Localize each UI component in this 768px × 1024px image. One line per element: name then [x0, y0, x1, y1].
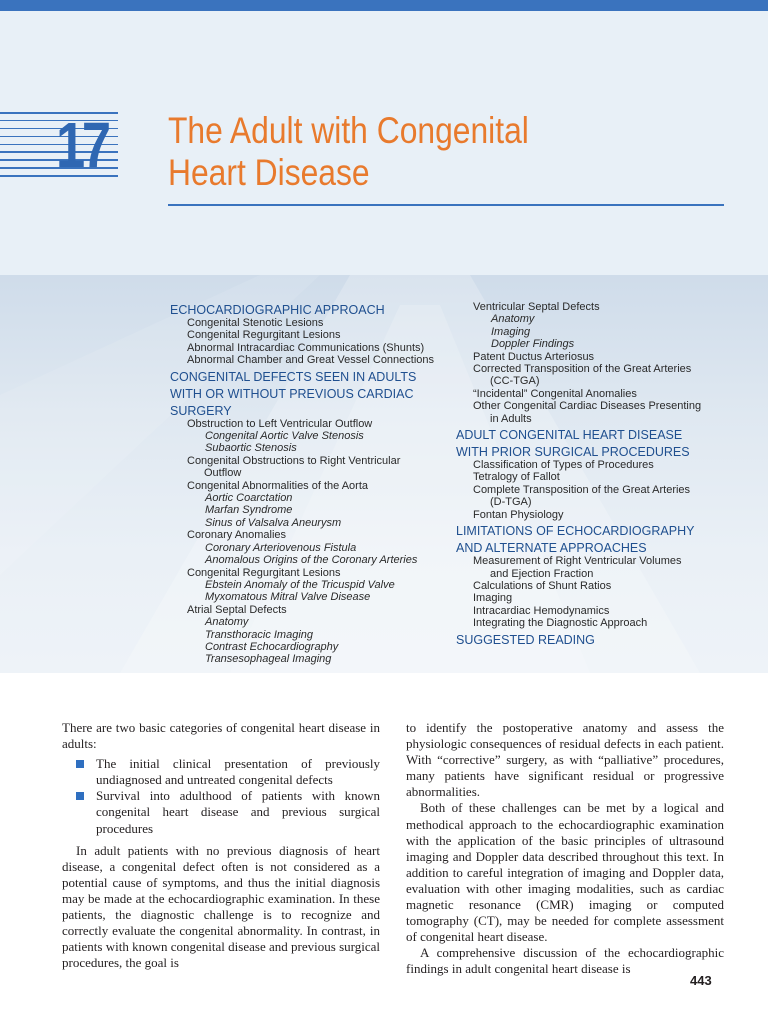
outline-item: Other Congenital Cardiac Diseases Presenting — [473, 400, 702, 413]
chapter-title-line-1: The Adult with Congenital — [168, 110, 529, 151]
outline-item: Atrial Septal Defects — [187, 603, 287, 616]
outline-item: Complete Transposition of the Great Arteries — [473, 483, 691, 496]
outline-heading: AND ALTERNATE APPROACHES — [456, 541, 647, 556]
title-underline-rule — [168, 204, 724, 206]
outline-item: Outflow — [204, 467, 242, 480]
bullet-list — [62, 756, 380, 836]
outline-item: in Adults — [490, 412, 532, 425]
outline-item: Congenital Regurgitant Lesions — [187, 329, 341, 342]
outline-subitem: Anatomy — [491, 313, 535, 326]
outline-heading: WITH OR WITHOUT PREVIOUS CARDIAC — [170, 386, 414, 401]
outline-item: Congenital Regurgitant Lesions — [187, 566, 341, 579]
outline-item: Fontan Physiology — [473, 508, 564, 521]
bullet-text: Survival into adulthood of patients with known congenital heart disease and previous surgical procedures — [96, 788, 380, 836]
outline-heading: WITH PRIOR SURGICAL PROCEDURES — [456, 445, 690, 460]
outline-item: Patent Ductus Arteriosus — [473, 350, 595, 363]
body-paragraph-2: Both of these challenges can be met by a logical and methodical approach to the echocardiographic examination with the application of the basic principles of ultrasound imaging and Doppler data described throughout this text. In addition to careful integration of imaging and Doppler data, evaluation with other imaging modalities, such as cardiac magnetic resonance (CMR) imaging or computed tomography (CT), may be needed for complete assessment of congenital heart disease. — [406, 800, 724, 945]
outline-heading: ADULT CONGENITAL HEART DISEASE — [456, 428, 683, 443]
outline-item: (CC-TGA) — [490, 375, 540, 388]
outline-subitem: Subaortic Stenosis — [205, 442, 297, 455]
outline-item: Imaging — [473, 592, 513, 605]
outline-item: “Incidental” Congenital Anomalies — [473, 387, 637, 400]
bullet-square-icon — [76, 760, 84, 768]
outline-subitem: Myxomatous Mitral Valve Disease — [205, 591, 371, 604]
outline-column-right — [456, 301, 756, 647]
outline-subitem: Aortic Coarctation — [205, 492, 293, 505]
outline-item: Ventricular Septal Defects — [473, 301, 600, 313]
outline-item: Integrating the Diagnostic Approach — [473, 617, 648, 630]
outline-heading: SUGGESTED READING — [456, 632, 595, 647]
outline-subitem: Anatomy — [205, 616, 249, 629]
outline-item: Congenital Stenotic Lesions — [187, 317, 324, 329]
outline-item: Corrected Transposition of the Great Arteries — [473, 363, 692, 376]
outline-item: (D-TGA) — [490, 496, 532, 509]
outline-subitem: Contrast Echocardiography — [205, 640, 339, 653]
outline-column-left — [170, 300, 455, 666]
bullet-text: The initial clinical presentation of previously undiagnosed and untreated congenital defects — [96, 756, 380, 788]
intro-paragraph: There are two basic categories of congenital heart disease in adults: — [62, 720, 380, 752]
outline-item: Tetralogy of Fallot — [473, 471, 560, 484]
outline-subitem: Transesophageal Imaging — [205, 653, 332, 666]
outline-subitem: Anomalous Origins of the Coronary Arteries — [205, 554, 418, 567]
page-number: 443 — [690, 973, 712, 988]
outline-subitem: Ebstein Anomaly of the Tricuspid Valve — [205, 578, 395, 591]
chapter-title — [168, 110, 650, 194]
bullet-square-icon — [76, 792, 84, 800]
outline-heading: ECHOCARDIOGRAPHIC APPROACH — [170, 303, 385, 317]
outline-item: Intracardiac Hemodynamics — [473, 604, 610, 617]
outline-item: Abnormal Chamber and Great Vessel Connections — [187, 354, 435, 367]
chapter-number: 17 — [56, 109, 108, 181]
outline-item: Coronary Anomalies — [187, 529, 287, 542]
outline-heading: CONGENITAL DEFECTS SEEN IN ADULTS — [170, 369, 417, 384]
outline-item: Classification of Types of Procedures — [473, 459, 654, 472]
outline-item: Congenital Obstructions to Right Ventricular — [187, 454, 401, 467]
bullet-item — [62, 788, 380, 836]
body-paragraph-1-continued: to identify the postoperative anatomy and assess the physiologic consequences of residual defects in each patient. With “corrective” surgery, as with “palliative” procedures, many patients have significant residual or progressive abnormalities. — [406, 720, 724, 800]
outline-subitem: Congenital Aortic Valve Stenosis — [205, 430, 364, 443]
chapter-title-line-2: Heart Disease — [168, 152, 370, 193]
body-paragraph-3: A comprehensive discussion of the echocardiographic findings in adult congenital heart disease is — [406, 945, 724, 977]
outline-heading: LIMITATIONS OF ECHOCARDIOGRAPHY — [456, 524, 695, 539]
outline-item: Congenital Abnormalities of the Aorta — [187, 479, 369, 492]
outline-subitem: Transthoracic Imaging — [205, 628, 314, 641]
outline-item: Abnormal Intracardiac Communications (Shunts) — [187, 341, 425, 354]
outline-item: Measurement of Right Ventricular Volumes — [473, 555, 682, 568]
outline-subitem: Doppler Findings — [491, 338, 575, 351]
outline-subitem: Marfan Syndrome — [205, 504, 293, 517]
outline-item: Calculations of Shunt Ratios — [473, 579, 612, 592]
body-column-right — [406, 720, 724, 978]
outline-item: and Ejection Fraction — [490, 567, 594, 580]
outline-subitem: Sinus of Valsalva Aneurysm — [205, 516, 342, 529]
outline-subitem: Imaging — [491, 325, 531, 338]
outline-heading: SURGERY — [170, 403, 232, 418]
top-color-bar — [0, 0, 768, 11]
body-paragraph-1: In adult patients with no previous diagnosis of heart disease, a congenital defect often is not considered as a potential cause of symptoms, and thus the initial diagnosis may be made at the echocardiographic examination. In these patients, the diagnostic challenge is to recognize and correctly evaluate the congenital abnormality. In contrast, in patients with known congenital disease and previous surgical procedures, the goal is — [62, 842, 380, 971]
outline-item: Obstruction to Left Ventricular Outflow — [187, 417, 373, 430]
bullet-item — [62, 756, 380, 788]
body-column-left — [62, 720, 380, 971]
outline-subitem: Coronary Arteriovenous Fistula — [205, 541, 357, 554]
